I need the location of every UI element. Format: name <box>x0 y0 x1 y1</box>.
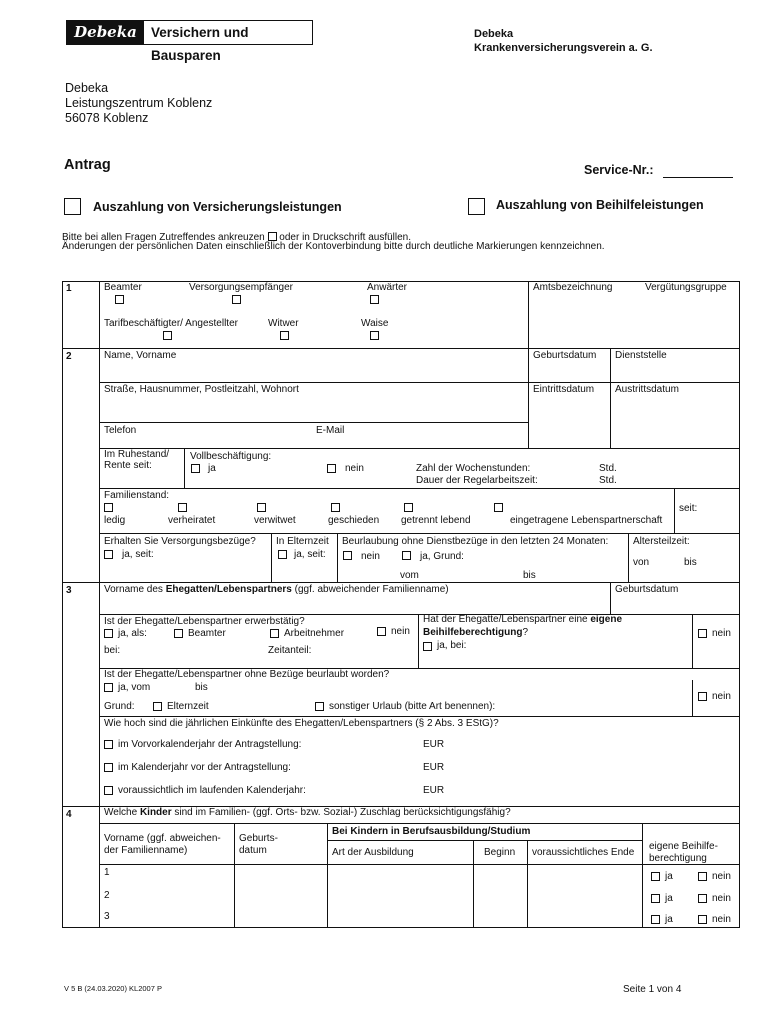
label-email: E-Mail <box>316 425 345 436</box>
label-austrittsdatum: Austrittsdatum <box>615 384 679 395</box>
label-getrennt-lebend: getrennt lebend <box>401 515 471 526</box>
row-number: 1 <box>104 867 110 878</box>
label-geburtsdatum: Geburtsdatum <box>615 584 679 595</box>
verwitwet-checkbox[interactable] <box>257 503 266 512</box>
label-beamter: Beamter <box>104 282 142 293</box>
divider <box>610 582 611 614</box>
row-number: 2 <box>104 890 110 901</box>
label-ja: ja <box>665 914 673 925</box>
divider <box>99 716 740 717</box>
label-bei: bei: <box>104 645 121 656</box>
label-versorgungsempfaenger: Versorgungsempfänger <box>189 282 293 293</box>
logo-word: Debeka <box>67 21 144 44</box>
logo-tagline: Versichern und Bausparen <box>151 25 249 63</box>
label-ja: ja <box>665 893 673 904</box>
label-strasse: Straße, Hausnummer, Postleitzahl, Wohnort <box>104 384 299 395</box>
divider <box>473 840 474 927</box>
label-vorvorkalenderjahr: im Vorvorkalenderjahr der Antragstellung: <box>118 739 302 750</box>
form-version: V 5 B (24.03.2020) KL2007 P <box>64 984 162 993</box>
form-title: Antrag <box>64 157 111 173</box>
label-nein: nein <box>345 463 364 474</box>
label-nein: nein <box>391 626 410 637</box>
divider <box>674 488 675 533</box>
divider <box>337 533 338 582</box>
text: ? <box>522 627 529 638</box>
debeka-logo <box>66 20 313 63</box>
address-line1: Debeka <box>65 81 109 95</box>
label-erwerbstaetig: Ist der Ehegatte/Lebenspartner erwerbstätig? <box>104 616 305 627</box>
label-name: Name, Vorname <box>104 350 177 361</box>
text: (ggf. abweichender Familienname) <box>291 584 449 595</box>
label-witwer: Witwer <box>268 318 299 329</box>
cross-box-icon <box>268 232 277 241</box>
instruction-text-b: oder in Druckschrift ausfüllen. <box>279 232 412 243</box>
divider <box>99 448 740 449</box>
company-line1: Debeka <box>474 28 514 40</box>
beurlaubt-nein-checkbox[interactable] <box>698 692 707 701</box>
col-geburtsdatum: datum <box>239 845 267 856</box>
label-nein: nein <box>712 914 731 925</box>
divider <box>99 382 740 383</box>
kind2-ja-checkbox[interactable] <box>651 894 660 903</box>
text: Vorname des <box>104 584 166 595</box>
label-beurlaubt: Ist der Ehegatte/Lebenspartner ohne Bezüge beurlaubt worden? <box>104 669 390 680</box>
section-number: 4 <box>66 809 72 820</box>
kind3-nein-checkbox[interactable] <box>698 915 707 924</box>
label-vorjahr: im Kalenderjahr vor der Antragstellung: <box>118 762 291 773</box>
label-nein: nein <box>712 691 731 702</box>
witwer-checkbox[interactable] <box>280 331 289 340</box>
label-verguetungsgruppe: Vergütungsgruppe <box>645 282 727 293</box>
section-number: 3 <box>66 585 72 596</box>
section-number-divider <box>99 281 100 928</box>
col-vorname: der Familienname) <box>104 845 188 856</box>
divider <box>99 533 740 534</box>
beurlaubung-nein-checkbox[interactable] <box>343 551 352 560</box>
label-ja: ja <box>665 871 673 882</box>
label-von: von <box>633 557 650 568</box>
text: sind im Familien- (ggf. Orts- bzw. Sozial-) Zuschlag berücksichtigungsfähig? <box>171 807 511 818</box>
page-number: Seite 1 von 4 <box>623 984 682 995</box>
divider <box>99 422 528 423</box>
col-vorname: Vorname (ggf. abweichen- <box>104 833 221 844</box>
label-geburtsdatum: Geburtsdatum <box>533 350 597 361</box>
divider <box>327 823 328 927</box>
label-grund: Grund: <box>104 701 135 712</box>
text: Hat der Ehegatte/Lebenspartner eine <box>423 614 591 625</box>
label-bis: bis <box>684 557 697 568</box>
label-eur: EUR <box>423 762 445 773</box>
text: Welche <box>104 807 140 818</box>
text-bold: Ehegatten/Lebenspartners <box>165 584 292 595</box>
label-kinder-frage <box>104 808 511 818</box>
label-ja-bei: ja, bei: <box>437 640 467 651</box>
label-verheiratet: verheiratet <box>168 515 216 526</box>
label-ja-seit: ja, seit: <box>294 549 326 560</box>
beihilfe-payout-label: Auszahlung von Beihilfeleistungen <box>496 198 704 212</box>
label-nein: nein <box>361 551 380 562</box>
divider <box>610 348 611 448</box>
label-beihilfeberechtigung <box>423 628 528 638</box>
text-bold: Kinder <box>139 807 172 818</box>
label-bis: bis <box>195 682 208 693</box>
table-border-bottom <box>62 927 740 928</box>
divider <box>271 533 272 582</box>
label-amtsbezeichnung: Amtsbezeichnung <box>533 282 613 293</box>
beurlaubung-ja-checkbox[interactable] <box>402 551 411 560</box>
company-line2: Krankenversicherungsverein a. G. <box>474 42 653 54</box>
section-number: 1 <box>66 283 72 294</box>
divider <box>528 281 529 348</box>
label-elternzeit: In Elternzeit <box>276 536 329 547</box>
laufendes-jahr-checkbox[interactable] <box>104 786 113 795</box>
beamter-checkbox[interactable] <box>115 295 124 304</box>
vorvorkalenderjahr-checkbox[interactable] <box>104 740 113 749</box>
label-einkuenfte: Wie hoch sind die jährlichen Einkünfte des Ehegatten/Lebenspartners (§ 2 Abs. 3 EStG)? <box>104 718 499 729</box>
erwerbstaetig-ja-checkbox[interactable] <box>104 629 113 638</box>
divider <box>692 680 693 716</box>
label-ja-vom: ja, vom <box>118 682 151 693</box>
label-vollbeschaeftigung: Vollbeschäftigung: <box>190 451 272 462</box>
address-line3: 56078 Koblenz <box>65 111 149 125</box>
label-tarifbeschaeftigter: Tarifbeschäftigter/ Angestellter <box>104 318 238 329</box>
divider <box>99 488 740 489</box>
label-regelarbeitszeit: Dauer der Regelarbeitszeit: <box>416 475 538 486</box>
divider <box>99 614 740 615</box>
text-bold: eigene <box>590 614 623 625</box>
erwerbstaetig-arbeitnehmer-checkbox[interactable] <box>270 629 279 638</box>
grund-elternzeit-checkbox[interactable] <box>153 702 162 711</box>
label-beihilfe-frage <box>423 615 622 625</box>
col-ende: voraussichtliches Ende <box>532 847 635 858</box>
erwerbstaetig-nein-checkbox[interactable] <box>377 627 386 636</box>
label-ruhestand: Im Ruhestand/ <box>104 449 170 460</box>
divider <box>642 823 643 927</box>
label-dienststelle: Dienststelle <box>615 350 667 361</box>
divider <box>184 448 185 488</box>
insurance-payout-label: Auszahlung von Versicherungsleistungen <box>93 200 342 214</box>
service-label: Service-Nr.: <box>584 163 654 177</box>
label-eur: EUR <box>423 785 445 796</box>
label-anwaerter: Anwärter <box>367 282 408 293</box>
label-ja-grund: ja, Grund: <box>420 551 464 562</box>
beihilfe-ja-checkbox[interactable] <box>423 642 432 651</box>
waise-checkbox[interactable] <box>370 331 379 340</box>
col-geburtsdatum: Geburts- <box>239 833 278 844</box>
label-waise: Waise <box>361 318 389 329</box>
label-nein: nein <box>712 893 731 904</box>
instruction-text-a: Bitte bei allen Fragen Zutreffendes ankreuzen <box>62 232 265 243</box>
section-number: 2 <box>66 351 72 362</box>
section-divider <box>62 348 740 349</box>
versorgungsbezuege-ja-checkbox[interactable] <box>104 550 113 559</box>
verheiratet-checkbox[interactable] <box>178 503 187 512</box>
elternzeit-ja-checkbox[interactable] <box>278 550 287 559</box>
vollbeschaeftigung-nein-checkbox[interactable] <box>327 464 336 473</box>
geschieden-checkbox[interactable] <box>331 503 340 512</box>
label-beurlaubung: Beurlaubung ohne Dienstbezüge in den letzten 24 Monaten: <box>342 536 609 547</box>
ledig-checkbox[interactable] <box>104 503 113 512</box>
beurlaubt-ja-checkbox[interactable] <box>104 683 113 692</box>
label-altersteilzeit: Altersteilzeit: <box>633 536 690 547</box>
lebenspartnerschaft-checkbox[interactable] <box>494 503 503 512</box>
label-arbeitnehmer: Arbeitnehmer <box>284 628 345 639</box>
beihilfe-payout-checkbox[interactable] <box>468 198 485 215</box>
vollbeschaeftigung-ja-checkbox[interactable] <box>191 464 200 473</box>
label-familienstand: Familienstand: <box>104 490 170 501</box>
label-vom: vom <box>400 570 419 581</box>
label-laufendes-jahr: voraussichtlich im laufenden Kalenderjahr: <box>118 785 306 796</box>
divider <box>527 840 528 927</box>
label-std: Std. <box>599 475 617 486</box>
divider <box>234 823 235 927</box>
label-ehegatte-vorname <box>104 585 449 595</box>
vorjahr-checkbox[interactable] <box>104 763 113 772</box>
erwerbstaetig-beamter-checkbox[interactable] <box>174 629 183 638</box>
versorgungsempfaenger-checkbox[interactable] <box>232 295 241 304</box>
insurance-payout-checkbox[interactable] <box>64 198 81 215</box>
divider <box>692 614 693 668</box>
divider <box>528 348 529 448</box>
divider <box>628 533 629 582</box>
getrennt-lebend-checkbox[interactable] <box>404 503 413 512</box>
tarifbeschaeftigter-checkbox[interactable] <box>163 331 172 340</box>
kind1-nein-checkbox[interactable] <box>698 872 707 881</box>
label-ledig: ledig <box>104 515 126 526</box>
kind2-nein-checkbox[interactable] <box>698 894 707 903</box>
label-beamter: Beamter <box>188 628 226 639</box>
col-ausbildung-header: Bei Kindern in Berufsausbildung/Studium <box>332 826 531 837</box>
label-eur: EUR <box>423 739 445 750</box>
col-beginn: Beginn <box>484 847 516 858</box>
label-std: Std. <box>599 463 617 474</box>
col-eigene-beihilfe: berechtigung <box>649 853 707 864</box>
kind3-ja-checkbox[interactable] <box>651 915 660 924</box>
label-elternzeit: Elternzeit <box>167 701 209 712</box>
kind1-ja-checkbox[interactable] <box>651 872 660 881</box>
beihilfe-nein-checkbox[interactable] <box>698 629 707 638</box>
label-lebenspartnerschaft: eingetragene Lebenspartnerschaft <box>510 515 663 526</box>
divider <box>99 864 740 865</box>
label-versorgungsbezuege: Erhalten Sie Versorgungsbezüge? <box>104 536 256 547</box>
label-nein: nein <box>712 628 731 639</box>
label-eintrittsdatum: Eintrittsdatum <box>533 384 595 395</box>
label-telefon: Telefon <box>104 425 137 436</box>
divider <box>99 823 740 824</box>
label-seit: seit: <box>679 503 698 514</box>
text-bold: Beihilfeberechtigung <box>423 627 523 638</box>
divider <box>327 840 642 841</box>
label-rente-seit: Rente seit: <box>104 460 152 471</box>
label-nein: nein <box>712 871 731 882</box>
section-divider <box>62 582 740 583</box>
label-sonstiger-urlaub: sonstiger Urlaub (bitte Art benennen): <box>329 701 496 712</box>
instruction-line2: Änderungen der persönlichen Daten einschließlich der Kontoverbindung bitte durch deutliche Markierungen kennzeichnen. <box>62 241 605 252</box>
label-verwitwet: verwitwet <box>254 515 296 526</box>
service-number-field[interactable] <box>663 164 733 178</box>
divider <box>418 614 419 668</box>
label-wochenstunden: Zahl der Wochenstunden: <box>416 463 531 474</box>
table-border-left <box>62 281 63 928</box>
table-border-right <box>739 281 740 928</box>
row-number: 3 <box>104 911 110 922</box>
address-line2: Leistungszentrum Koblenz <box>65 96 213 110</box>
label-ja: ja <box>208 463 216 474</box>
label-ja-als: ja, als: <box>118 628 147 639</box>
label-geschieden: geschieden <box>328 515 380 526</box>
label-bis: bis <box>523 570 536 581</box>
label-ja-seit: ja, seit: <box>122 549 154 560</box>
label-zeitanteil: Zeitanteil: <box>268 645 312 656</box>
grund-sonstiger-checkbox[interactable] <box>315 702 324 711</box>
anwaerter-checkbox[interactable] <box>370 295 379 304</box>
col-eigene-beihilfe: eigene Beihilfe- <box>649 841 718 852</box>
col-art-ausbildung: Art der Ausbildung <box>332 847 414 858</box>
